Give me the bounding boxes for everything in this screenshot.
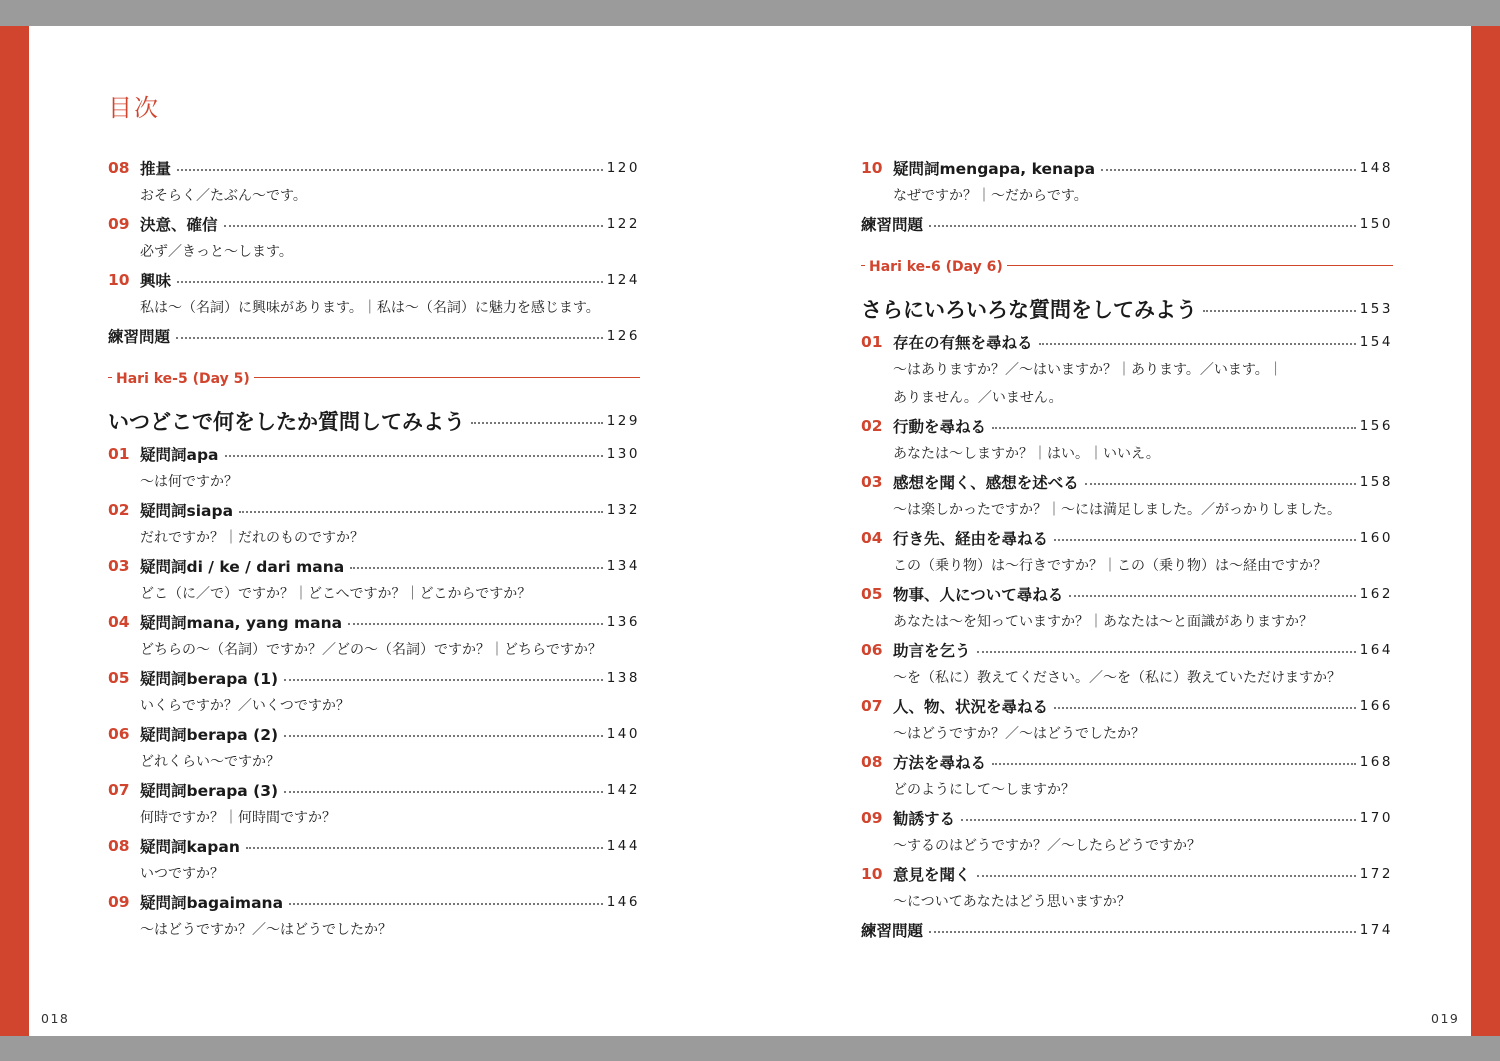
dot-leader [961,819,1356,821]
dot-leader [177,281,603,283]
entry-number: 03 [108,557,130,575]
page-title: 目次 [108,94,160,122]
dot-leader [224,225,603,227]
entry-number: 02 [108,501,130,519]
toc-entry[interactable] [108,266,640,322]
entry-number: 06 [108,725,130,743]
dot-leader [284,791,603,793]
entry-page: 158 [1359,474,1393,490]
toc-entry[interactable] [861,412,1393,468]
entry-title: 存在の有無を尋ねる [893,334,1033,352]
right-column [861,154,1393,956]
day-label: Hari ke-6 (Day 6) [865,259,1007,275]
dot-leader [284,679,603,681]
toc-entry[interactable] [108,776,640,832]
entry-page: 156 [1359,418,1393,434]
toc-entry-exercise[interactable] [108,322,640,362]
entry-page: 172 [1359,866,1393,882]
entry-title: 方法を尋ねる [893,754,987,772]
entry-title: 練習問題 [861,216,924,234]
entry-title: 物事、人について尋ねる [893,586,1064,604]
entry-title: 行動を尋ねる [893,418,987,436]
dot-leader [176,337,603,339]
entry-title: 行き先、経由を尋ねる [893,530,1049,548]
entry-page: 164 [1359,642,1393,658]
entry-page: 170 [1359,810,1393,826]
entry-subtitle: 〜はありますか？／〜はいますか？｜あります。／います。｜ [893,362,1283,378]
entry-page: 136 [606,614,640,630]
left-column [108,154,640,944]
entry-title: 助言を乞う [893,642,971,660]
toc-entry[interactable] [861,328,1393,412]
entry-subtitle: あなたは〜を知っていますか？｜あなたは〜と面識がありますか？ [893,614,1313,630]
dot-leader [1054,707,1356,709]
day-section-header [108,362,640,402]
entry-subtitle: 〜を（私に）教えてください。／〜を（私に）教えていただけますか？ [893,670,1341,686]
entry-page: 124 [606,272,640,288]
entry-page: 138 [606,670,640,686]
entry-page: 144 [606,838,640,854]
entry-number: 01 [108,445,130,463]
entry-number: 02 [861,417,883,435]
entry-number: 09 [108,215,130,233]
entry-page: 154 [1359,334,1393,350]
entry-title: 疑問詞mengapa, kenapa [893,160,1096,178]
toc-entry-day-title[interactable] [861,290,1393,328]
entry-page: 160 [1359,530,1393,546]
toc-entry[interactable] [108,154,640,210]
entry-title: 疑問詞berapa (3) [140,782,279,800]
toc-entry[interactable] [108,720,640,776]
entry-page: 168 [1359,754,1393,770]
day-title: さらにいろいろな質問をしてみよう [861,298,1197,322]
toc-entry[interactable] [108,440,640,496]
entry-subtitle: おそらく／たぶん〜です。 [140,188,307,204]
toc-entry[interactable] [861,524,1393,580]
entry-title: 疑問詞bagaimana [140,894,284,912]
entry-subtitle: 〜はどうですか？／〜はどうでしたか？ [893,726,1145,742]
entry-number: 04 [108,613,130,631]
entry-title: 疑問詞berapa (2) [140,726,279,744]
toc-entry[interactable] [108,888,640,944]
entry-title: 練習問題 [108,328,171,346]
day-title: いつどこで何をしたか質問してみよう [108,410,465,434]
entry-number: 07 [861,697,883,715]
toc-entry[interactable] [861,748,1393,804]
toc-entry-exercise[interactable] [861,916,1393,956]
dot-leader [177,169,603,171]
entry-number: 07 [108,781,130,799]
toc-entry[interactable] [861,692,1393,748]
entry-subtitle: いくらですか？／いくつですか？ [140,698,350,714]
left-edge-stripe [0,26,29,1036]
entry-subtitle: どれくらい〜ですか？ [140,754,280,770]
entry-number: 03 [861,473,883,491]
entry-page: 148 [1359,160,1393,176]
dot-leader [471,422,603,424]
toc-entry[interactable] [861,636,1393,692]
entry-page: 142 [606,782,640,798]
entry-title: 興味 [140,272,172,290]
entry-number: 06 [861,641,883,659]
entry-subtitle: いつですか？ [140,866,224,882]
toc-entry[interactable] [108,664,640,720]
entry-title: 意見を聞く [893,866,971,884]
entry-number: 04 [861,529,883,547]
entry-title: 疑問詞berapa (1) [140,670,279,688]
day-label: Hari ke-5 (Day 5) [112,371,254,387]
entry-page: 129 [606,413,640,429]
dot-leader [929,931,1356,933]
entry-number: 08 [861,753,883,771]
dot-leader [284,735,603,737]
bottom-border [0,1036,1500,1061]
dot-leader [348,623,603,625]
entry-subtitle: 〜するのはどうですか？／〜したらどうですか？ [893,838,1201,854]
toc-entry[interactable] [861,580,1393,636]
dot-leader [1069,595,1356,597]
entry-number: 08 [108,837,130,855]
entry-page: 162 [1359,586,1393,602]
entry-page: 166 [1359,698,1393,714]
dot-leader [239,511,603,513]
entry-subtitle: 何時ですか？｜何時間ですか？ [140,810,336,826]
toc-entry[interactable] [861,468,1393,524]
entry-page: 146 [606,894,640,910]
dot-leader [977,875,1356,877]
entry-subtitle-continued: ありません。／いません。 [893,390,1063,406]
entry-subtitle: なぜですか？｜〜だからです。 [893,188,1088,204]
entry-page: 150 [1359,216,1393,232]
dot-leader [992,763,1356,765]
entry-subtitle: どのようにして〜しますか？ [893,782,1075,798]
entry-subtitle: どこ（に／で）ですか？｜どこへですか？｜どこからですか？ [140,586,532,602]
entry-title: 疑問詞di / ke / dari mana [140,558,345,576]
toc-entry-day-title[interactable] [108,402,640,440]
entry-page: 132 [606,502,640,518]
entry-list [861,328,1393,916]
entry-title: 疑問詞siapa [140,502,234,520]
entry-page: 130 [606,446,640,462]
entry-number: 01 [861,333,883,351]
dot-leader [350,567,602,569]
toc-entry[interactable] [861,804,1393,860]
entry-title: 感想を聞く、感想を述べる [893,474,1079,492]
toc-entry[interactable] [108,496,640,552]
entry-number: 10 [861,865,883,883]
entry-subtitle: 〜はどうですか？／〜はどうでしたか？ [140,922,392,938]
entry-subtitle: 必ず／きっと〜します。 [140,244,293,260]
entry-subtitle: どちらの〜（名詞）ですか？／どの〜（名詞）ですか？｜どちらですか？ [140,642,602,658]
dot-leader [289,903,603,905]
entry-subtitle: 私は〜（名詞）に興味があります。｜私は〜（名詞）に魅力を感じます。 [140,300,600,316]
page-number-right: 019 [1431,1011,1460,1026]
entry-subtitle: 〜は楽しかったですか？｜〜には満足しました。／がっかりしました。 [893,502,1341,518]
dot-leader [225,455,603,457]
toc-entry-exercise[interactable] [861,210,1393,250]
entry-title: 練習問題 [861,922,924,940]
dot-leader [1203,310,1356,312]
entry-number: 09 [861,809,883,827]
toc-entry[interactable] [108,608,640,664]
dot-leader [977,651,1356,653]
dot-leader [1039,343,1356,345]
toc-entry[interactable] [108,210,640,266]
toc-entry[interactable] [108,832,640,888]
entry-page: 126 [606,328,640,344]
toc-entry[interactable] [861,860,1393,916]
entry-title: 人、物、状況を尋ねる [893,698,1049,716]
dot-leader [1085,483,1356,485]
right-edge-stripe [1471,26,1500,1036]
entry-subtitle: あなたは〜しますか？｜はい。｜いいえ。 [893,446,1160,462]
entry-title: 推量 [140,160,172,178]
top-border [0,0,1500,26]
entry-subtitle: だれですか？｜だれのものですか？ [140,530,364,546]
entry-title: 勧誘する [893,810,956,828]
day-section-header [861,250,1393,290]
entry-title: 疑問詞kapan [140,838,240,856]
entry-page: 120 [606,160,640,176]
page-number-left: 018 [41,1011,70,1026]
entry-number: 09 [108,893,130,911]
toc-entry[interactable] [108,552,640,608]
entry-title: 決意、確信 [140,216,218,234]
entry-subtitle: 〜についてあなたはどう思いますか？ [893,894,1131,910]
entry-number: 05 [108,669,130,687]
entry-page: 134 [606,558,640,574]
dot-leader [246,847,603,849]
entry-title: 疑問詞mana, yang mana [140,614,343,632]
entry-page: 153 [1359,301,1393,317]
entry-number: 08 [108,159,130,177]
dot-leader [1054,539,1356,541]
entry-number: 05 [861,585,883,603]
entry-page: 122 [606,216,640,232]
dot-leader [992,427,1356,429]
toc-entry[interactable] [861,154,1393,210]
dot-leader [1101,169,1356,171]
entry-subtitle: この（乗り物）は〜行きですか？｜この（乗り物）は〜経由ですか？ [893,558,1327,574]
entry-number: 10 [861,159,883,177]
entry-number: 10 [108,271,130,289]
entry-list [108,440,640,944]
entry-title: 疑問詞apa [140,446,219,464]
entry-subtitle: 〜は何ですか？ [140,474,238,490]
dot-leader [929,225,1356,227]
entry-page: 140 [606,726,640,742]
entry-page: 174 [1359,922,1393,938]
